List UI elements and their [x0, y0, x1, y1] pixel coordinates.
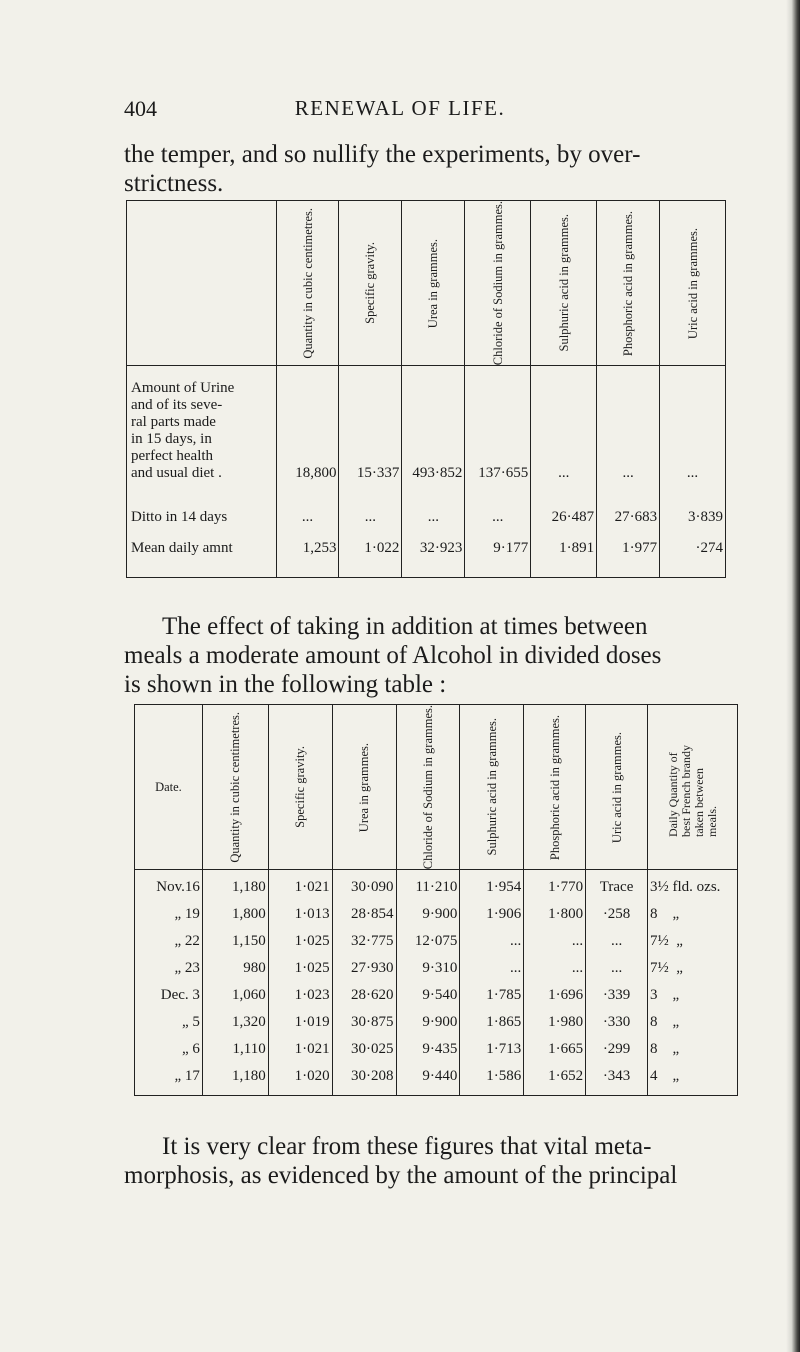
brandy-quantity-cell: 4 „ [648, 1063, 738, 1090]
brandy-quantity-cell: 8 „ [648, 901, 738, 928]
table-row [127, 526, 726, 578]
page-edge-shadow [786, 0, 800, 1352]
cell: 26·487 [531, 482, 597, 526]
cell: 1·025 [268, 928, 332, 955]
cell: 32·775 [332, 928, 396, 955]
cell: 1·696 [524, 982, 586, 1009]
cell: 1·019 [268, 1009, 332, 1036]
row-label: Mean daily amnt [127, 526, 277, 578]
cell: 1·713 [460, 1036, 524, 1063]
column-header: Urea in grammes. [332, 705, 396, 870]
cell: 1·022 [339, 526, 402, 578]
cell: 1,110 [202, 1036, 268, 1063]
urine-table-health [126, 200, 726, 578]
cell: 1·021 [268, 1036, 332, 1063]
row-label: Amount of Urine and of its seve- ral parts made in 15 days, in perfect health and usual diet . [127, 380, 277, 482]
cell: 1·977 [597, 526, 660, 578]
cell: 32·923 [402, 526, 465, 578]
column-header: Phosphoric acid in grammes. [524, 705, 586, 870]
cell: 9·900 [396, 901, 460, 928]
table-row [135, 982, 738, 1009]
column-header: Quantity in cubic centimetres. [276, 201, 339, 366]
cell: ... [597, 380, 660, 482]
table-row [127, 380, 726, 482]
cell: ... [531, 380, 597, 482]
cell: 1·652 [524, 1063, 586, 1090]
cell: ... [586, 928, 648, 955]
cell: 1·013 [268, 901, 332, 928]
column-header: Sulphuric acid in grammes. [460, 705, 524, 870]
brandy-quantity-cell: 7½ „ [648, 955, 738, 982]
column-header: Daily Quantity of best French brandy taken between meals. [648, 705, 738, 870]
cell: 1·021 [268, 874, 332, 901]
table-row [135, 901, 738, 928]
cell: 1·665 [524, 1036, 586, 1063]
cell: 28·620 [332, 982, 396, 1009]
cell: ... [339, 482, 402, 526]
cell: 9·540 [396, 982, 460, 1009]
cell: 493·852 [402, 380, 465, 482]
column-header: Uric acid in grammes. [586, 705, 648, 870]
brandy-quantity-cell: 8 „ [648, 1009, 738, 1036]
cell: ... [660, 380, 726, 482]
paragraph-intro [124, 140, 734, 198]
cell: 1·020 [268, 1063, 332, 1090]
cell: 137·655 [465, 380, 531, 482]
column-header: Urea in grammes. [402, 201, 465, 366]
text-line: is shown in the following table : [124, 671, 447, 698]
cell: ·339 [586, 982, 648, 1009]
cell: 18,800 [276, 380, 339, 482]
cell: 1,060 [202, 982, 268, 1009]
cell: ·343 [586, 1063, 648, 1090]
date-cell: „ 19 [135, 901, 203, 928]
cell: 1·800 [524, 901, 586, 928]
paragraph-conclusion-cont [124, 1161, 734, 1190]
table-row [135, 874, 738, 901]
text-line: It is very clear from these figures that vital meta- [162, 1133, 652, 1160]
cell: 30·090 [332, 874, 396, 901]
cell: 1·954 [460, 874, 524, 901]
cell: 27·930 [332, 955, 396, 982]
cell: 30·208 [332, 1063, 396, 1090]
cell: 1,253 [276, 526, 339, 578]
column-header: Quantity in cubic centimetres. [202, 705, 268, 870]
cell: 28·854 [332, 901, 396, 928]
cell: 27·683 [597, 482, 660, 526]
date-cell: „ 22 [135, 928, 203, 955]
table-row [135, 955, 738, 982]
table-row [135, 1063, 738, 1090]
date-cell: „ 23 [135, 955, 203, 982]
cell: 3·839 [660, 482, 726, 526]
table-row [135, 1036, 738, 1063]
brandy-quantity-cell: 3 „ [648, 982, 738, 1009]
cell: ... [465, 482, 531, 526]
cell: 1,320 [202, 1009, 268, 1036]
column-header: Specific gravity. [339, 201, 402, 366]
column-header: Phosphoric acid in grammes. [597, 201, 660, 366]
cell: 9·900 [396, 1009, 460, 1036]
cell: ·274 [660, 526, 726, 578]
cell: ·330 [586, 1009, 648, 1036]
table-row [135, 1009, 738, 1036]
cell: 1,150 [202, 928, 268, 955]
date-cell: „ 6 [135, 1036, 203, 1063]
cell: 1·785 [460, 982, 524, 1009]
date-cell: „ 5 [135, 1009, 203, 1036]
cell: ... [586, 955, 648, 982]
table-row [127, 482, 726, 526]
paragraph-alcohol-cont [124, 641, 734, 699]
column-header: Specific gravity. [268, 705, 332, 870]
cell: 9·440 [396, 1063, 460, 1090]
cell: 30·875 [332, 1009, 396, 1036]
date-cell: „ 17 [135, 1063, 203, 1090]
column-header: Chloride of Sodium in grammes. [465, 201, 531, 366]
cell: Trace [586, 874, 648, 901]
paragraph-conclusion [124, 1132, 734, 1161]
text-line: The effect of taking in addition at times between [162, 613, 648, 640]
urine-table-alcohol [134, 704, 738, 1096]
cell: 1,180 [202, 874, 268, 901]
cell: ... [276, 482, 339, 526]
cell: 15·337 [339, 380, 402, 482]
cell: ... [460, 955, 524, 982]
column-header: Sulphuric acid in grammes. [531, 201, 597, 366]
text-line: the temper, and so nullify the experiments, by over- [124, 141, 641, 168]
date-cell: Nov.16 [135, 874, 203, 901]
table-header-blank [127, 201, 277, 366]
cell: ... [524, 928, 586, 955]
cell: 1·891 [531, 526, 597, 578]
cell: 11·210 [396, 874, 460, 901]
brandy-quantity-cell: 8 „ [648, 1036, 738, 1063]
running-title: RENEWAL OF LIFE. [294, 96, 506, 120]
column-header: Uric acid in grammes. [660, 201, 726, 366]
text-line: morphosis, as evidenced by the amount of the principal [124, 1162, 678, 1189]
table-row [135, 928, 738, 955]
cell: ... [402, 482, 465, 526]
cell: 1,800 [202, 901, 268, 928]
cell: 1·980 [524, 1009, 586, 1036]
cell: 9·310 [396, 955, 460, 982]
cell: ·299 [586, 1036, 648, 1063]
column-header-date: Date. [135, 705, 203, 870]
cell: ·258 [586, 901, 648, 928]
cell: 980 [202, 955, 268, 982]
text-line: strictness. [124, 170, 224, 197]
cell: 12·075 [396, 928, 460, 955]
date-cell: Dec. 3 [135, 982, 203, 1009]
cell: 1·865 [460, 1009, 524, 1036]
brandy-quantity-cell: 7½ „ [648, 928, 738, 955]
row-label: Ditto in 14 days [127, 482, 277, 526]
text-line: meals a moderate amount of Alcohol in divided doses [124, 642, 662, 669]
page-number: 404 [124, 96, 157, 121]
cell: ... [460, 928, 524, 955]
cell: 9·435 [396, 1036, 460, 1063]
cell: 1·906 [460, 901, 524, 928]
running-header [0, 96, 800, 126]
brandy-quantity-cell: 3½ fld. ozs. [648, 874, 738, 901]
cell: ... [524, 955, 586, 982]
cell: 1·025 [268, 955, 332, 982]
cell: 1·023 [268, 982, 332, 1009]
column-header: Chloride of Sodium in grammes. [396, 705, 460, 870]
cell: 1·586 [460, 1063, 524, 1090]
cell: 1,180 [202, 1063, 268, 1090]
cell: 30·025 [332, 1036, 396, 1063]
cell: 1·770 [524, 874, 586, 901]
cell: 9·177 [465, 526, 531, 578]
paragraph-alcohol-intro [124, 612, 734, 641]
